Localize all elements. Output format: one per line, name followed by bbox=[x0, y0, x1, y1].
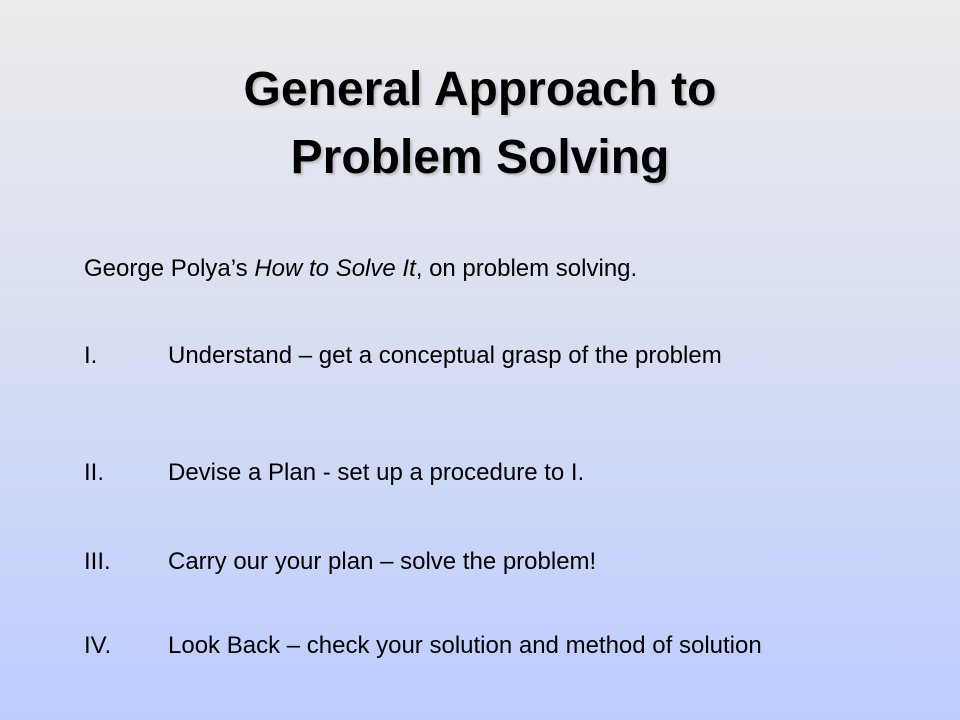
step-1-number: I. bbox=[84, 342, 98, 369]
step-4-number: IV. bbox=[84, 632, 112, 659]
step-2-number: II. bbox=[84, 459, 105, 486]
step-1 bbox=[84, 341, 852, 371]
step-3-text: Carry our your plan – solve the problem! bbox=[168, 548, 597, 575]
step-1-text: Understand – get a conceptual grasp of the problem bbox=[168, 342, 722, 369]
slide-title-line-2: Problem Solving bbox=[290, 131, 670, 184]
intro-prefix: George Polya’s bbox=[84, 255, 255, 282]
intro-suffix: , on problem solving. bbox=[415, 255, 638, 282]
book-title: How to Solve It bbox=[254, 255, 416, 282]
slide-title-line-1: General Approach to bbox=[243, 63, 717, 116]
step-4 bbox=[84, 631, 852, 661]
intro-text bbox=[84, 254, 637, 284]
step-3-number: III. bbox=[84, 548, 111, 575]
step-2 bbox=[84, 458, 852, 488]
slide-title bbox=[0, 56, 960, 192]
step-3 bbox=[84, 547, 852, 577]
step-2-text: Devise a Plan - set up a procedure to I. bbox=[168, 459, 585, 486]
step-4-text: Look Back – check your solution and method of solution bbox=[168, 632, 762, 659]
